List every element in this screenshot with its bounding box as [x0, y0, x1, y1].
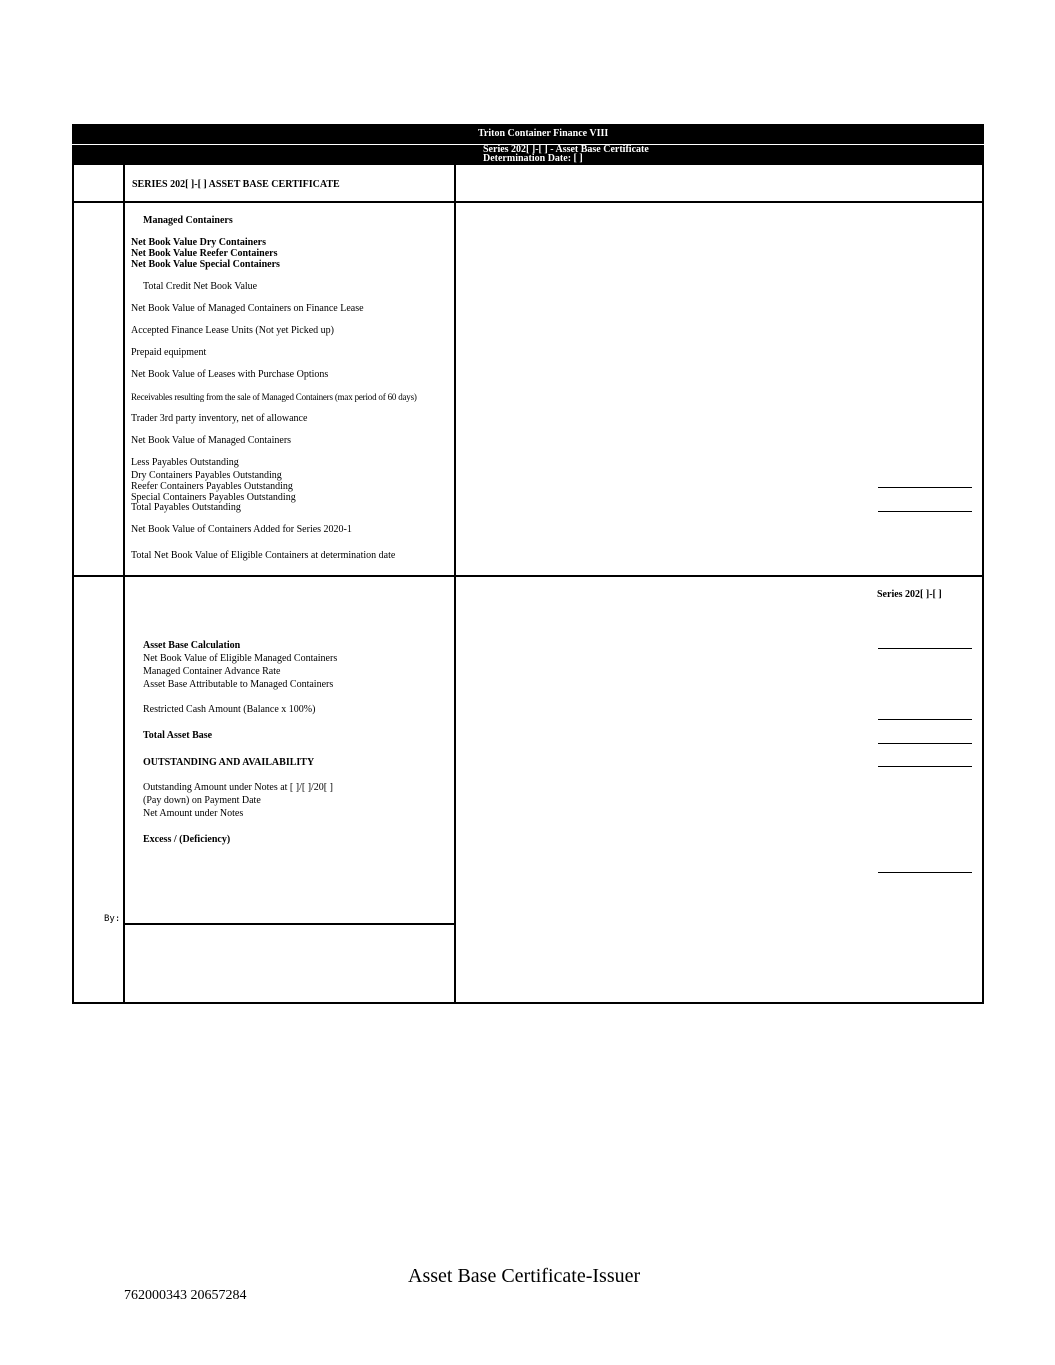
nbv-dry: Net Book Value Dry Containers: [131, 237, 267, 248]
value-underline: [878, 719, 972, 720]
nbv-eligible-managed: Net Book Value of Eligible Managed Containers: [143, 653, 338, 664]
total-payables: Total Payables Outstanding: [131, 502, 241, 513]
reefer-payables: Reefer Containers Payables Outstanding: [131, 481, 293, 492]
outstanding-amount: Outstanding Amount under Notes at [ ]/[ ]/20[ ]: [143, 782, 333, 793]
value-underline: [878, 872, 972, 873]
section-title: SERIES 202[ ]-[ ] ASSET BASE CERTIFICATE: [132, 179, 340, 190]
value-underline: [878, 743, 972, 744]
trader-inventory: Trader 3rd party inventory, net of allowance: [131, 413, 308, 424]
table-row-divider-2: [72, 575, 984, 577]
document-id: 762000343 20657284: [124, 1288, 247, 1303]
nbv-purchase-options: Net Book Value of Leases with Purchase Options: [131, 369, 329, 380]
value-underline: [878, 648, 972, 649]
total-credit-nbv: Total Credit Net Book Value: [143, 281, 258, 292]
nbv-reefer: Net Book Value Reefer Containers: [131, 248, 278, 259]
asset-base-heading: Asset Base Calculation: [143, 640, 241, 651]
outstanding-heading: OUTSTANDING AND AVAILABILITY: [143, 757, 315, 768]
total-asset-base: Total Asset Base: [143, 730, 213, 741]
advance-rate: Managed Container Advance Rate: [143, 666, 281, 677]
series-title: Series 202[ ]-[ ] - Asset Base Certificate: [483, 144, 649, 155]
table-right-border: [982, 165, 984, 1004]
excess-deficiency: Excess / (Deficiency): [143, 834, 231, 845]
dry-payables: Dry Containers Payables Outstanding: [131, 470, 282, 481]
nbv-added-series: Net Book Value of Containers Added for Series 2020-1: [131, 524, 352, 535]
accepted-finance-lease: Accepted Finance Lease Units (Not yet Picked up): [131, 325, 334, 336]
value-underline: [878, 487, 972, 488]
table-left-border: [72, 165, 74, 1004]
restricted-cash: Restricted Cash Amount (Balance x 100%): [143, 704, 316, 715]
less-payables: Less Payables Outstanding: [131, 457, 239, 468]
prepaid-equipment: Prepaid equipment: [131, 347, 207, 358]
table-col-divider-2: [454, 165, 456, 1004]
value-underline: [878, 511, 972, 512]
table-col-divider-1: [123, 165, 125, 1004]
nbv-managed: Net Book Value of Managed Containers: [131, 435, 292, 446]
net-amount-notes: Net Amount under Notes: [143, 808, 244, 819]
signature-line: [123, 923, 456, 925]
footer-title: Asset Base Certificate-Issuer: [408, 1265, 641, 1287]
receivables-sale: Receivables resulting from the sale of Managed Containers (max period of 60 days): [131, 392, 417, 402]
special-payables: Special Containers Payables Outstanding: [131, 492, 296, 503]
nbv-special: Net Book Value Special Containers: [131, 259, 280, 270]
pay-down: (Pay down) on Payment Date: [143, 795, 261, 806]
determination-date: Determination Date: [ ]: [483, 153, 583, 164]
series-column-header: Series 202[ ]-[ ]: [877, 589, 942, 600]
nbv-finance-lease: Net Book Value of Managed Containers on Finance Lease: [131, 303, 364, 314]
managed-heading: Managed Containers: [143, 215, 233, 226]
by-label: By:: [104, 914, 121, 924]
value-underline: [878, 766, 972, 767]
company-name: Triton Container Finance VIII: [478, 128, 609, 139]
asset-base-attributable: Asset Base Attributable to Managed Containers: [143, 679, 334, 690]
table-bottom-border: [72, 1002, 984, 1004]
total-eligible-nbv: Total Net Book Value of Eligible Containers at determination date: [131, 550, 396, 561]
table-row-divider-1: [72, 201, 984, 203]
